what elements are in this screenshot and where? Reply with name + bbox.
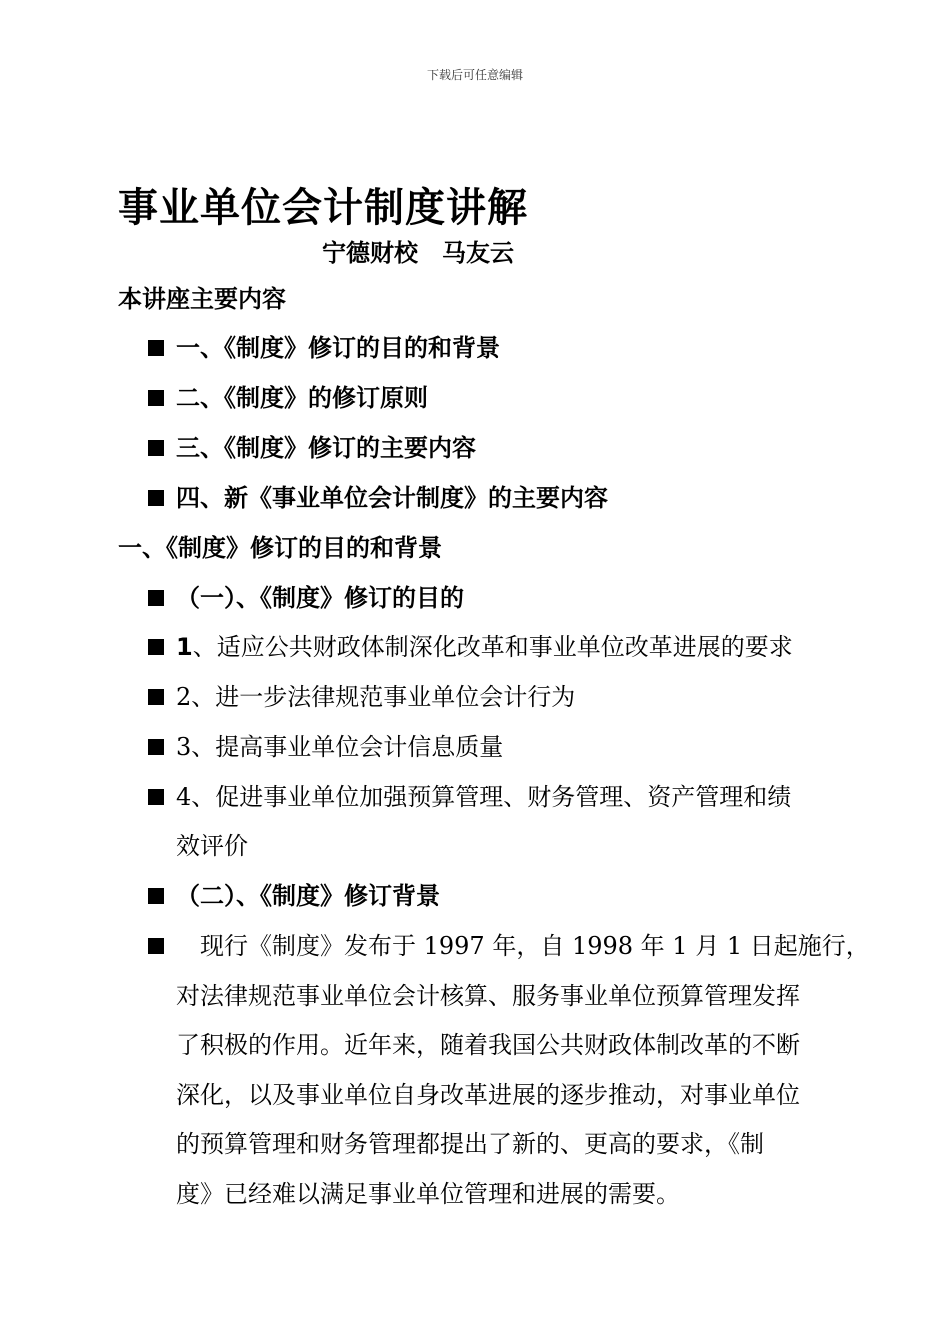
bullet-square-icon	[148, 739, 164, 755]
toc-item-4: 四、新《事业单位会计制度》的主要内容	[176, 484, 608, 512]
section-heading: 一、《制度》修订的目的和背景	[118, 534, 442, 562]
bullet-square-icon	[148, 689, 164, 705]
purpose-item-1	[176, 631, 793, 663]
bullet-square-icon	[148, 340, 164, 356]
background-line-1: 现行《制度》发布于 1997 年，自 1998 年 1 月 1 日起施行，	[176, 932, 870, 960]
background-line-4: 深化，以及事业单位自身改革进展的逐步推动，对事业单位	[176, 1081, 800, 1109]
purpose-item-text: 、适应公共财政体制深化改革和事业单位改革进展的要求	[192, 633, 793, 661]
purpose-item-3: 3、提高事业单位会计信息质量	[176, 733, 504, 761]
purpose-item-4: 4、促进事业单位加强预算管理、财务管理、资产管理和绩	[176, 783, 792, 811]
toc-item-3: 三、《制度》修订的主要内容	[176, 434, 476, 462]
bullet-square-icon	[148, 490, 164, 506]
toc-item-2: 二、《制度》的修订原则	[176, 384, 428, 412]
background-line-6: 度》已经难以满足事业单位管理和进展的需要。	[176, 1180, 680, 1208]
bullet-square-icon	[148, 390, 164, 406]
toc-item-1: 一、《制度》修订的目的和背景	[176, 334, 500, 362]
purpose-item-2: 2、进一步法律规范事业单位会计行为	[176, 683, 576, 711]
purpose-item-4-continued: 效评价	[176, 832, 248, 860]
author-line: 宁德财校 马友云	[322, 239, 514, 267]
background-line-5: 的预算管理和财务管理都提出了新的、更高的要求，《制	[176, 1130, 764, 1158]
bullet-square-icon	[148, 590, 164, 606]
toc-heading: 本讲座主要内容	[118, 285, 286, 313]
bullet-square-icon	[148, 938, 164, 954]
document-title: 事业单位会计制度讲解	[118, 185, 528, 231]
background-line-2: 对法律规范事业单位会计核算、服务事业单位预算管理发挥	[176, 982, 800, 1010]
bullet-square-icon	[148, 789, 164, 805]
subsection-heading-background: （二）、《制度》修订背景	[176, 882, 440, 910]
header-note: 下载后可任意编辑	[426, 68, 523, 82]
background-line-3: 了积极的作用。近年来，随着我国公共财政体制改革的不断	[176, 1031, 800, 1059]
purpose-item-number: 1	[176, 633, 193, 661]
subsection-heading-purpose: （一）、《制度》修订的目的	[176, 584, 464, 612]
bullet-square-icon	[148, 888, 164, 904]
bullet-square-icon	[148, 639, 164, 655]
bullet-square-icon	[148, 440, 164, 456]
